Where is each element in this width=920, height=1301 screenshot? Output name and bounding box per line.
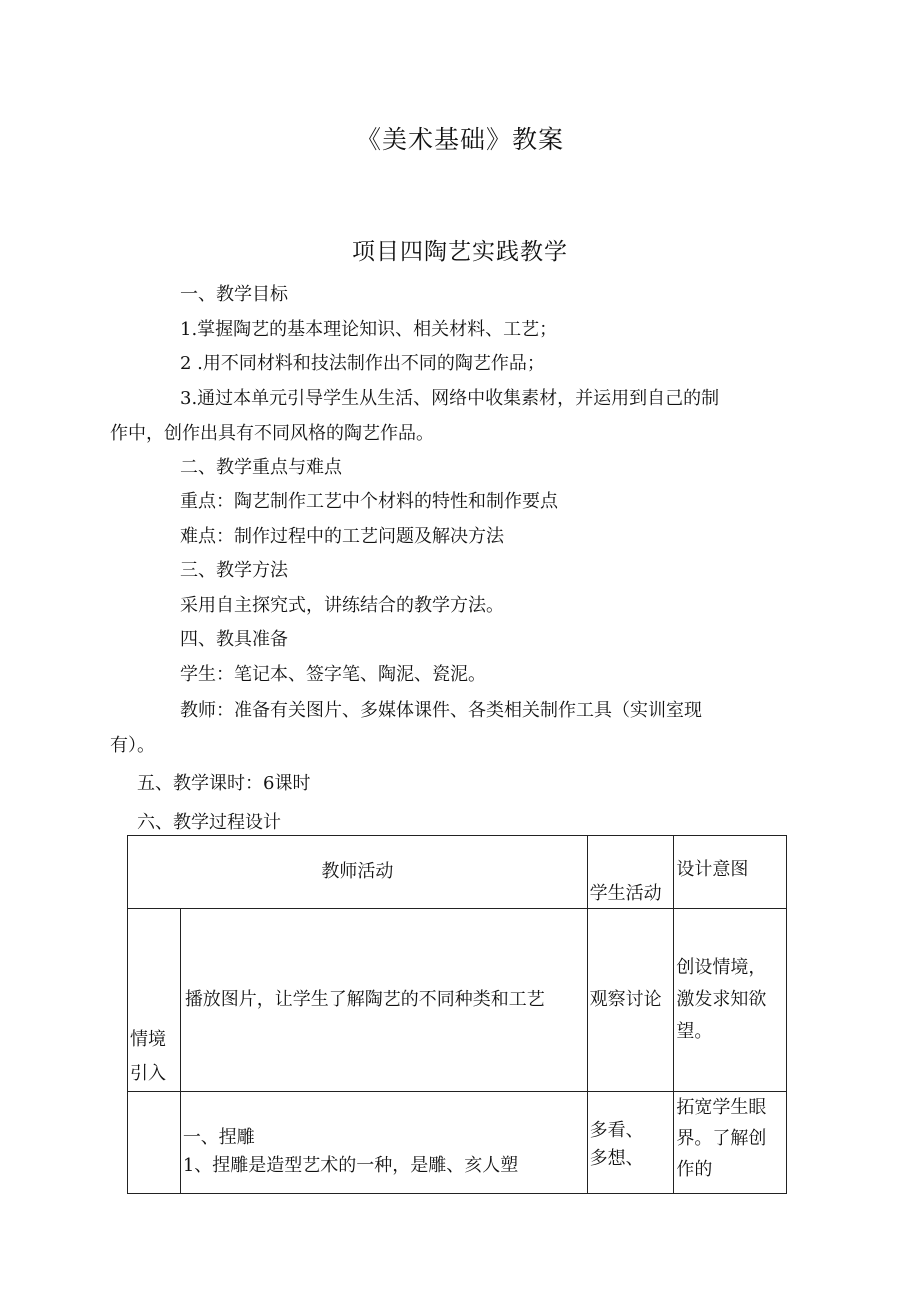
intent-line-1: 创设情境， [676,957,767,978]
teacher-activity-cell: 播放图片，让学生了解陶艺的不同种类和工艺 [180,909,587,1092]
goal-item-3-line-1: 3.通过本单元引导学生从生活、网络中收集素材，并运用到自己的制 [180,388,720,409]
prep-student: 学生：笔记本、签字笔、陶泥、瓷泥。 [180,664,486,685]
intent-line-1: 拓宽学生眼 [676,1097,767,1118]
table-row [128,909,787,1092]
header-teacher-activity: 教师活动 [128,836,588,909]
table-row [128,1092,787,1194]
design-intent-cell [674,1092,787,1194]
intent-line-2: 界。了解创 [676,1128,767,1149]
stage-cell [128,909,181,1092]
process-heading: 六、教学过程设计 [137,812,281,833]
lesson-process-table [127,835,787,1194]
goal-item-1: 1.掌握陶艺的基本理论知识、相关材料、工艺； [180,319,558,340]
method-text: 采用自主探究式，讲练结合的教学方法。 [180,595,504,616]
goal-item-3-line-2: 作中，创作出具有不同风格的陶艺作品。 [110,423,434,444]
intent-line-3: 望。 [676,1021,713,1042]
document-title: 《美术基础》教案 [355,125,564,154]
prep-teacher-line-1: 教师：准备有关图片、多媒体课件、各类相关制作工具（实训室现 [180,700,702,721]
method-heading: 三、教学方法 [180,560,288,581]
stage-label-line-2: 引入 [130,1063,166,1084]
intent-line-2: 激发求知欲 [676,989,767,1010]
table-header-row [128,836,787,909]
prep-teacher-line-2: 有）。 [110,735,155,756]
hours-text: 五、教学课时：6课时 [137,773,311,794]
teacher-activity-cell [180,1092,587,1194]
activity-line-1: 一、捏雕 [182,1126,255,1148]
prep-heading: 四、教具准备 [180,629,288,650]
goals-heading: 一、教学目标 [180,284,288,305]
activity-line-2: 1、捏雕是造型艺术的一种，是雕、亥人塑 [182,1154,519,1176]
header-student-activity: 学生活动 [587,836,674,909]
student-activity-cell: 观察讨论 [587,909,674,1092]
stage-label-line-1: 情境 [130,1029,166,1050]
project-title: 项目四陶艺实践教学 [352,239,568,265]
key-point: 重点：陶艺制作工艺中个材料的特性和制作要点 [180,491,558,512]
stage-cell [128,1092,181,1194]
header-design-intent: 设计意图 [674,836,787,909]
difficulty: 难点：制作过程中的工艺问题及解决方法 [180,526,504,547]
student-activity-cell [587,1092,674,1194]
design-intent-cell [674,909,787,1092]
goal-item-2: 2 .用不同材料和技法制作出不同的陶艺作品； [180,353,545,374]
student-line-2: 多想、 [589,1147,644,1169]
key-heading: 二、教学重点与难点 [180,457,342,478]
intent-line-3: 作的 [676,1159,713,1180]
student-line-1: 多看、 [589,1119,644,1141]
